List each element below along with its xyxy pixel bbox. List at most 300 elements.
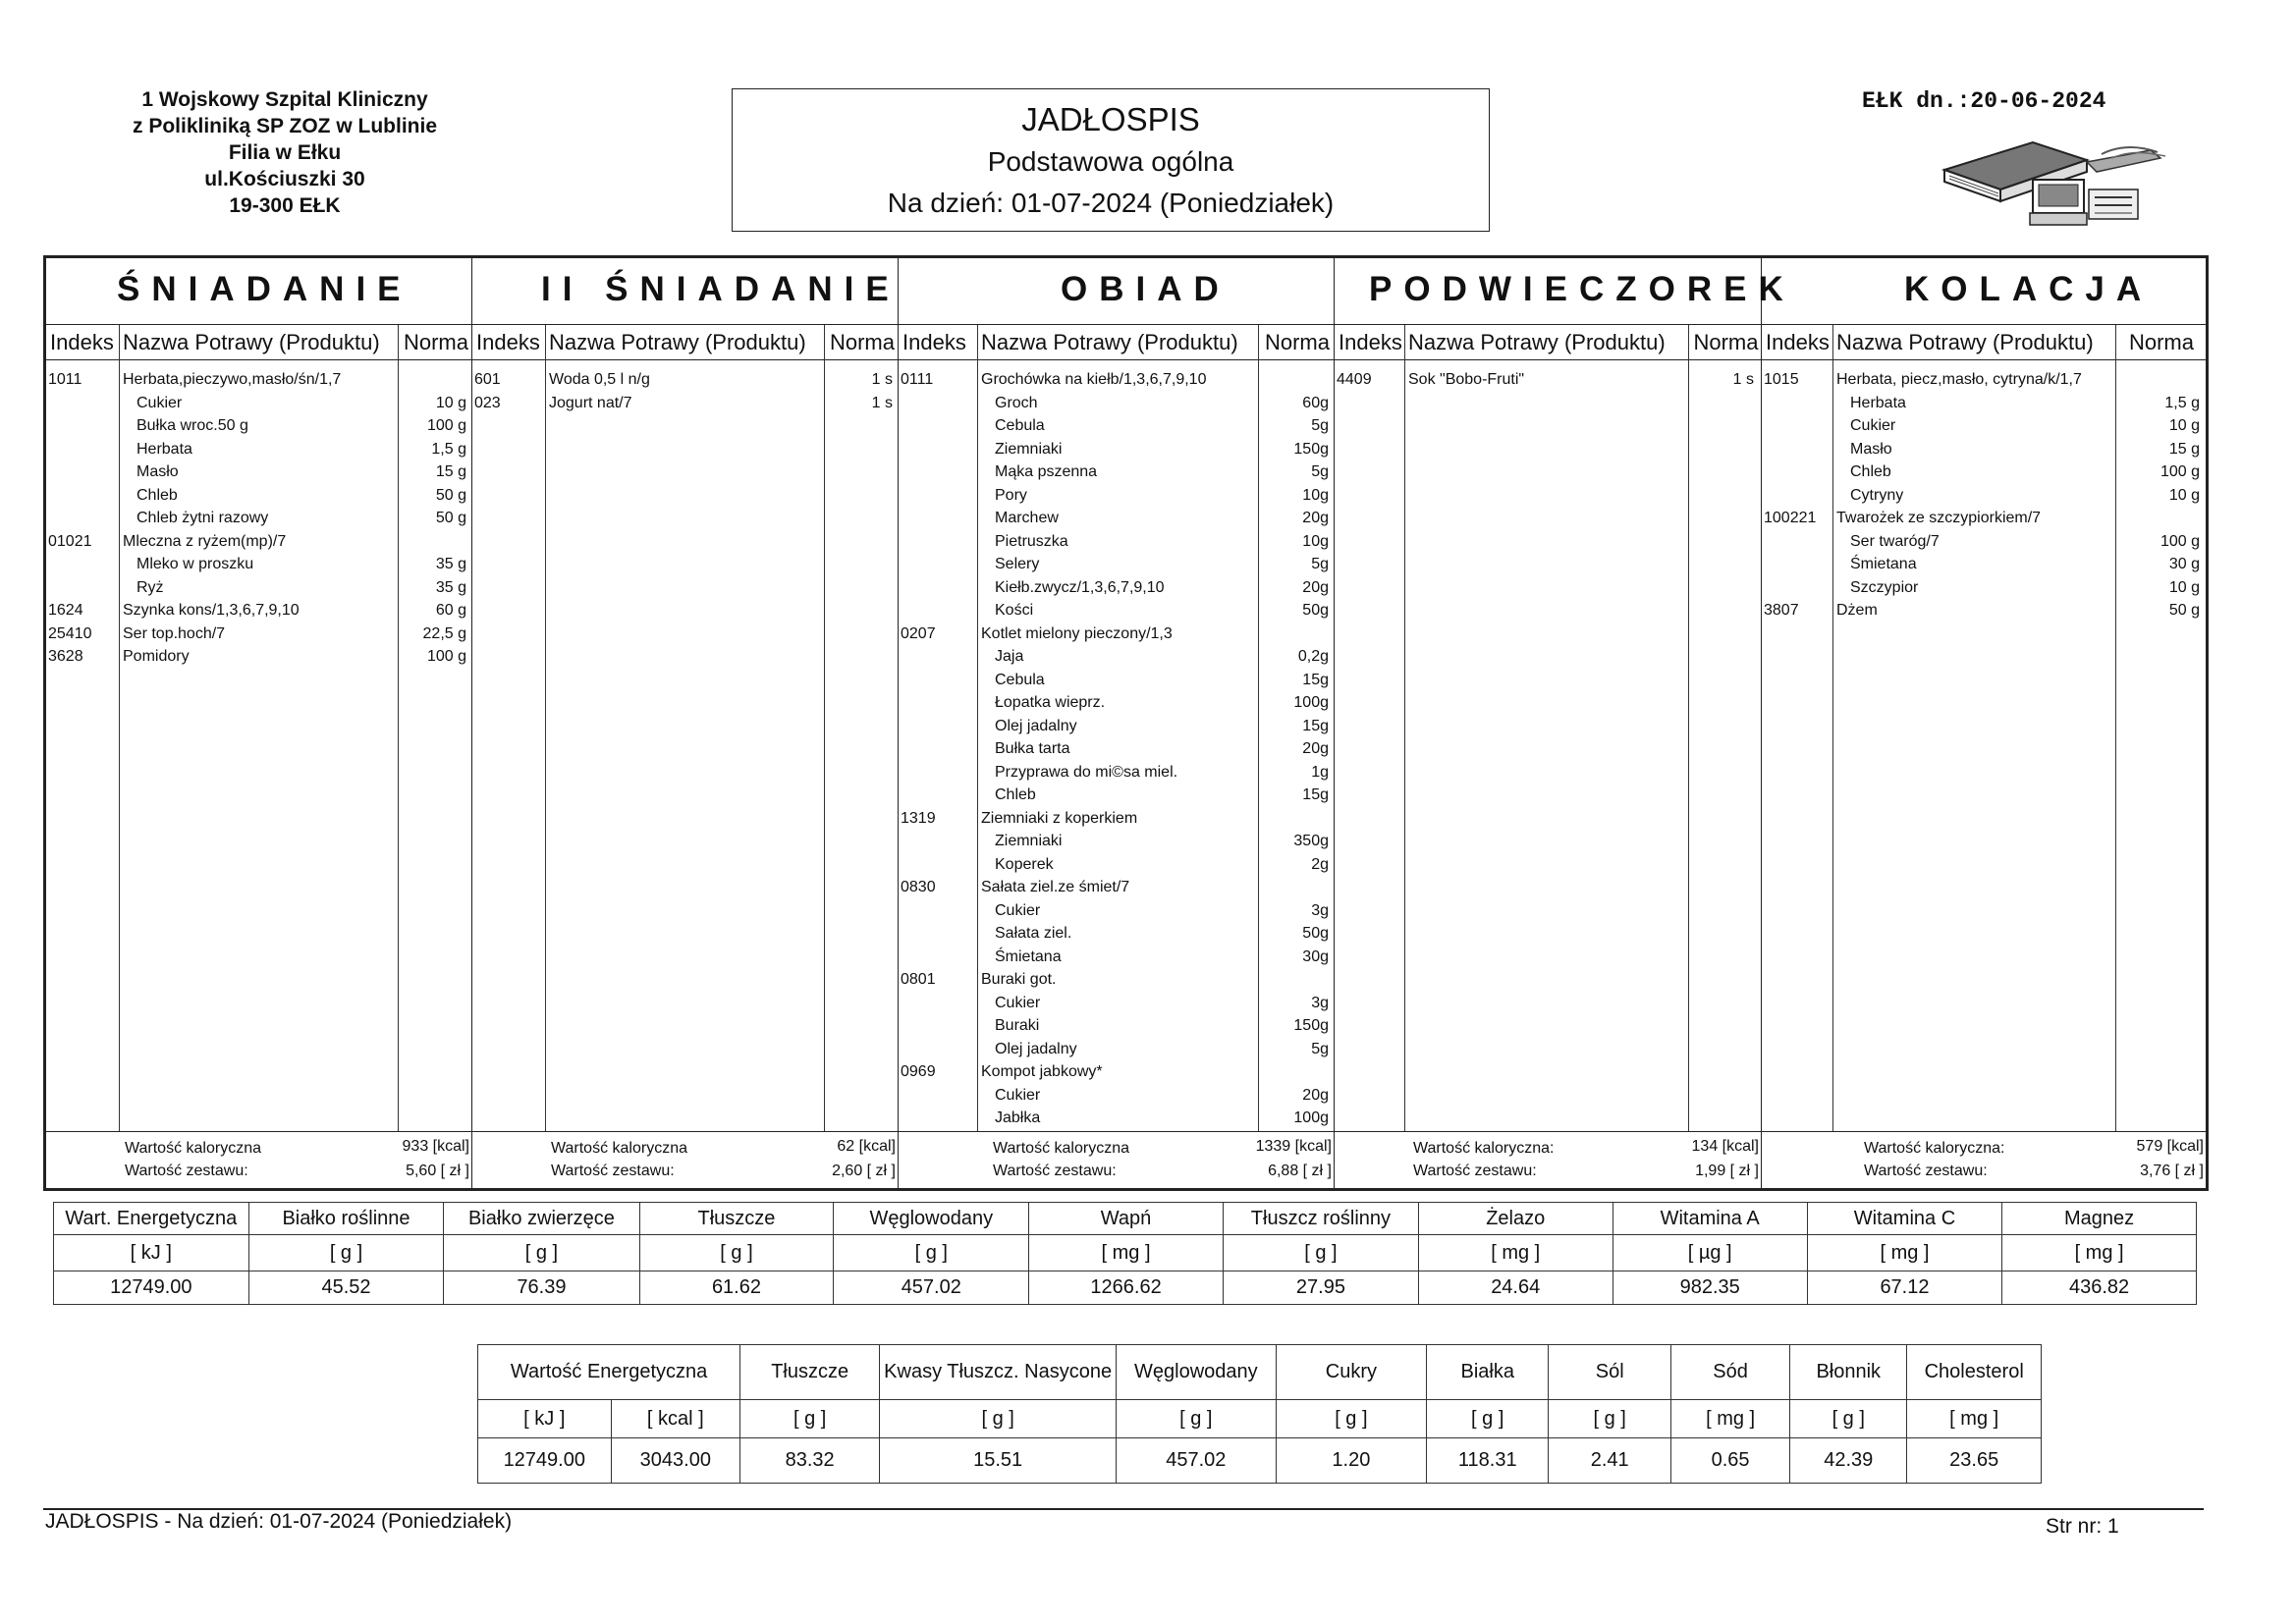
item-index: 1319 xyxy=(901,809,936,827)
item-norm: 100 g xyxy=(2159,532,2200,550)
item-norm: 10g xyxy=(1302,532,1329,550)
calorific-value: 62 [kcal] xyxy=(837,1138,896,1155)
item-index: 0969 xyxy=(901,1063,936,1080)
menu-row xyxy=(1762,530,2206,554)
item-name: Sałata ziel.ze śmiet/7 xyxy=(981,879,1130,895)
nutrient-unit: [ µg ] xyxy=(1613,1235,1807,1271)
item-norm: 15g xyxy=(1302,671,1329,688)
item-norm: 0,2g xyxy=(1297,648,1329,665)
nutrient-header: Witamina C xyxy=(1807,1203,2001,1235)
summary-divider xyxy=(1762,1131,2206,1132)
item-norm: 60 g xyxy=(435,602,466,619)
item-index: 601 xyxy=(474,371,501,388)
item-name: Śmietana xyxy=(1850,556,1917,572)
calorific-value: 1339 [kcal] xyxy=(1255,1138,1332,1155)
item-norm: 1 s xyxy=(1732,371,1754,388)
calorific-label: Wartość kaloryczna: xyxy=(1864,1140,2005,1157)
header-divider xyxy=(899,359,1334,360)
menu-row xyxy=(899,484,1334,508)
col-header-norm: Norma xyxy=(1692,325,1760,360)
nutrient-unit: [ g ] xyxy=(639,1235,834,1271)
menu-row xyxy=(46,553,471,576)
calorific-value: 579 [kcal] xyxy=(2136,1138,2204,1155)
nutrient-value: 24.64 xyxy=(1418,1271,1613,1305)
nutrient-unit: [ mg ] xyxy=(1671,1400,1790,1438)
nutrient-unit: [ mg ] xyxy=(2002,1235,2197,1271)
menu-row xyxy=(899,830,1334,853)
menu-row xyxy=(1762,438,2206,461)
menu-row xyxy=(46,460,471,484)
menu-row xyxy=(899,691,1334,715)
menu-row xyxy=(899,968,1334,992)
item-name: Selery xyxy=(995,556,1040,572)
col-header-norm: Norma xyxy=(1262,325,1333,360)
item-index: 0207 xyxy=(901,624,936,642)
menu-row xyxy=(1762,392,2206,415)
col-header-index: Indeks xyxy=(1766,325,1831,360)
item-name: Jabłka xyxy=(995,1109,1041,1126)
nutrient-value: 27.95 xyxy=(1223,1271,1418,1305)
menu-row xyxy=(46,484,471,508)
nutrient-value: 3043.00 xyxy=(611,1438,740,1484)
col-header-index: Indeks xyxy=(50,325,117,360)
nutrient-value: 457.02 xyxy=(834,1271,1029,1305)
item-name: Pomidory xyxy=(123,648,190,665)
menu-row xyxy=(46,368,471,392)
menu-row xyxy=(46,438,471,461)
item-name: Pietruszka xyxy=(995,532,1068,550)
header-divider xyxy=(472,359,898,360)
menu-row xyxy=(46,622,471,646)
menu-row xyxy=(899,460,1334,484)
item-name: Jogurt nat/7 xyxy=(549,394,632,411)
hospital-line: z Polikliniką SP ZOZ w Lublinie xyxy=(133,115,437,137)
item-name: Szynka kons/1,3,6,7,9,10 xyxy=(123,602,300,619)
nutrient-header: Białko zwierzęce xyxy=(444,1203,639,1235)
col-header-name: Nazwa Potrawy (Produktu) xyxy=(1408,325,1686,360)
menu-row xyxy=(899,761,1334,784)
item-index: 0830 xyxy=(901,879,936,895)
menu-row xyxy=(899,876,1334,899)
nutrient-value: 61.62 xyxy=(639,1271,834,1305)
item-norm: 5g xyxy=(1311,463,1329,480)
nutrient-unit: [ kcal ] xyxy=(611,1400,740,1438)
menu-row xyxy=(1762,599,2206,622)
item-name: Chleb xyxy=(995,786,1036,803)
menu-row xyxy=(472,368,898,392)
nutrient-unit: [ kJ ] xyxy=(478,1400,612,1438)
item-name: Szczypior xyxy=(1850,578,1919,596)
col-header-name: Nazwa Potrawy (Produktu) xyxy=(981,325,1256,360)
menu-row xyxy=(899,553,1334,576)
item-norm: 1,5 g xyxy=(2164,394,2200,411)
item-norm: 100g xyxy=(1293,694,1329,711)
nutrient-unit: [ g ] xyxy=(1117,1400,1277,1438)
nutrient-unit: [ mg ] xyxy=(1029,1235,1224,1271)
item-norm: 100 g xyxy=(426,417,466,434)
item-name: Chleb xyxy=(137,486,178,504)
menu-row xyxy=(1762,460,2206,484)
menu-row xyxy=(899,737,1334,761)
item-norm: 5g xyxy=(1311,556,1329,572)
item-norm: 20g xyxy=(1302,578,1329,596)
item-norm: 150g xyxy=(1293,1017,1329,1034)
nutrient-unit: [ mg ] xyxy=(1907,1400,2042,1438)
set-value-label: Wartość zestawu: xyxy=(551,1163,675,1179)
hospital-line: 1 Wojskowy Szpital Kliniczny xyxy=(141,88,428,111)
item-name: Bułka tarta xyxy=(995,740,1070,757)
column-divider xyxy=(1688,325,1689,1131)
item-name: Jaja xyxy=(995,648,1024,665)
calorific-value: 134 [kcal] xyxy=(1691,1138,1759,1155)
set-value-value: 5,60 [ zł ] xyxy=(406,1163,469,1179)
item-norm: 35 g xyxy=(435,578,466,596)
set-value-value: 6,88 [ zł ] xyxy=(1268,1163,1332,1179)
item-norm: 10 g xyxy=(2168,486,2200,504)
calorific-value: 933 [kcal] xyxy=(402,1138,469,1155)
hospital-address xyxy=(98,86,471,219)
set-value-label: Wartość zestawu: xyxy=(1413,1163,1537,1179)
menu-row xyxy=(899,576,1334,600)
item-norm: 30g xyxy=(1302,947,1329,965)
nutrient-value: 67.12 xyxy=(1807,1271,2001,1305)
nutrient-header: Węglowodany xyxy=(834,1203,1029,1235)
item-name: Herbata xyxy=(1850,394,1906,411)
item-norm: 5g xyxy=(1311,1040,1329,1057)
nutrient-header: Tłuszcze xyxy=(639,1203,834,1235)
nutrient-value: 0.65 xyxy=(1671,1438,1790,1484)
meal-column xyxy=(472,258,899,1188)
menu-row xyxy=(1762,507,2206,530)
nutrient-value: 982.35 xyxy=(1613,1271,1807,1305)
item-name: Sok "Bobo-Fruti" xyxy=(1408,371,1525,388)
column-divider xyxy=(1404,325,1405,1131)
item-norm: 60g xyxy=(1302,394,1329,411)
item-norm: 10 g xyxy=(435,394,466,411)
item-name: Herbata, piecz,masło, cytryna/k/1,7 xyxy=(1836,371,2082,388)
meal-title: II ŚNIADANIE xyxy=(472,258,898,325)
item-index: 1624 xyxy=(48,602,83,619)
menu-row xyxy=(1762,553,2206,576)
set-value-value: 1,99 [ zł ] xyxy=(1695,1163,1759,1179)
item-norm: 35 g xyxy=(435,556,466,572)
nutrient-header: Magnez xyxy=(2002,1203,2197,1235)
item-name: Buraki got. xyxy=(981,971,1057,988)
item-norm: 50g xyxy=(1302,925,1329,942)
meal-title: OBIAD xyxy=(899,258,1334,325)
header-divider xyxy=(1335,359,1761,360)
menu-row xyxy=(899,853,1334,877)
nutrient-value: 12749.00 xyxy=(478,1438,612,1484)
item-name: Śmietana xyxy=(995,947,1062,965)
item-norm: 20g xyxy=(1302,510,1329,526)
item-name: Kotlet mielony pieczony/1,3 xyxy=(981,624,1173,642)
place-date: EŁK dn.:20-06-2024 xyxy=(1862,88,2106,114)
nutrient-header: Wartość Energetyczna xyxy=(478,1345,740,1400)
item-name: Cukier xyxy=(1850,417,1896,434)
nutrient-value: 436.82 xyxy=(2002,1271,2197,1305)
col-header-name: Nazwa Potrawy (Produktu) xyxy=(549,325,822,360)
menu-row xyxy=(899,507,1334,530)
item-norm: 1 s xyxy=(871,371,893,388)
item-name: Przyprawa do mi©sa miel. xyxy=(995,763,1178,781)
nutrient-unit: [ g ] xyxy=(1223,1235,1418,1271)
item-index: 0111 xyxy=(901,371,934,388)
item-name: Herbata xyxy=(137,440,192,458)
item-index: 4409 xyxy=(1337,371,1372,388)
menu-row xyxy=(899,645,1334,669)
menu-row xyxy=(899,438,1334,461)
item-name: Dżem xyxy=(1836,602,1878,619)
item-index: 3628 xyxy=(48,648,83,665)
calorific-label: Wartość kaloryczna: xyxy=(1413,1140,1555,1157)
item-norm: 20g xyxy=(1302,740,1329,757)
item-name: Kości xyxy=(995,602,1034,619)
summary-divider xyxy=(472,1131,898,1132)
item-name: Buraki xyxy=(995,1017,1040,1034)
item-norm: 1,5 g xyxy=(431,440,466,458)
item-norm: 100 g xyxy=(426,648,466,665)
menu-row xyxy=(899,1014,1334,1038)
item-name: Ser top.hoch/7 xyxy=(123,624,226,642)
col-header-norm: Norma xyxy=(402,325,470,360)
item-name: Grochówka na kiełb/1,3,6,7,9,10 xyxy=(981,371,1207,388)
hospital-line: 19-300 EŁK xyxy=(229,194,341,217)
nutrient-value: 12749.00 xyxy=(54,1271,249,1305)
item-name: Mleczna z ryżem(mp)/7 xyxy=(123,532,287,550)
item-norm: 50 g xyxy=(435,510,466,526)
menu-row xyxy=(1762,414,2206,438)
item-norm: 30 g xyxy=(2168,556,2200,572)
page-title: JADŁOSPIS xyxy=(1021,101,1200,137)
menu-row xyxy=(899,669,1334,692)
nutrient-unit: [ kJ ] xyxy=(54,1235,249,1271)
item-name: Bułka wroc.50 g xyxy=(137,417,248,434)
nutrient-header: Tłuszcz roślinny xyxy=(1223,1203,1418,1235)
menu-row xyxy=(46,392,471,415)
nutrition-values-table xyxy=(477,1344,2042,1484)
item-norm: 2g xyxy=(1311,855,1329,873)
set-value-label: Wartość zestawu: xyxy=(125,1163,248,1179)
meal-column xyxy=(899,258,1335,1188)
title-box xyxy=(732,88,1490,232)
item-name: Pory xyxy=(995,486,1027,504)
nutrient-unit: [ g ] xyxy=(1427,1400,1549,1438)
nutrient-value: 23.65 xyxy=(1907,1438,2042,1484)
item-name: Cukier xyxy=(995,1086,1041,1104)
menu-row xyxy=(46,414,471,438)
header-divider xyxy=(1762,359,2206,360)
calorific-label: Wartość kaloryczna xyxy=(993,1140,1129,1157)
item-norm: 15 g xyxy=(435,463,466,480)
nutrient-value: 15.51 xyxy=(880,1438,1117,1484)
item-name: Ziemniaki xyxy=(995,833,1063,849)
meal-column xyxy=(46,258,472,1188)
summary-divider xyxy=(1335,1131,1761,1132)
hospital-line: ul.Kościuszki 30 xyxy=(204,168,365,190)
nutrient-unit: [ g ] xyxy=(1790,1400,1907,1438)
item-name: Ziemniaki z koperkiem xyxy=(981,809,1138,827)
menu-row xyxy=(1762,576,2206,600)
col-header-norm: Norma xyxy=(828,325,897,360)
item-norm: 5g xyxy=(1311,417,1329,434)
item-index: 1011 xyxy=(48,371,82,388)
nutrient-unit: [ g ] xyxy=(834,1235,1029,1271)
menu-row xyxy=(899,946,1334,969)
item-norm: 10 g xyxy=(2168,417,2200,434)
meal-plan-table xyxy=(43,255,2209,1191)
menu-row xyxy=(1762,368,2206,392)
menu-row xyxy=(899,414,1334,438)
col-header-index: Indeks xyxy=(902,325,975,360)
item-name: Olej jadalny xyxy=(995,717,1077,734)
item-norm: 20g xyxy=(1302,1086,1329,1104)
item-name: Kompot jabkowy* xyxy=(981,1063,1103,1080)
nutrient-unit: [ g ] xyxy=(248,1235,444,1271)
item-index: 023 xyxy=(474,394,501,411)
menu-row xyxy=(899,599,1334,622)
nutrient-header: Żelazo xyxy=(1418,1203,1613,1235)
nutrient-header: Białka xyxy=(1427,1345,1549,1400)
item-name: Cukier xyxy=(995,901,1041,919)
nutrient-unit: [ g ] xyxy=(444,1235,639,1271)
menu-row xyxy=(46,645,471,669)
item-name: Groch xyxy=(995,394,1038,411)
nutrient-header: Białko roślinne xyxy=(248,1203,444,1235)
book-computer-clipart-icon xyxy=(1940,133,2175,231)
menu-row xyxy=(46,530,471,554)
item-name: Cebula xyxy=(995,671,1045,688)
menu-date: Na dzień: 01-07-2024 (Poniedziałek) xyxy=(887,188,1335,218)
calorific-label: Wartość kaloryczna xyxy=(125,1140,261,1157)
item-norm: 3g xyxy=(1311,901,1329,919)
menu-row xyxy=(899,715,1334,738)
nutrient-value: 76.39 xyxy=(444,1271,639,1305)
menu-row xyxy=(899,1038,1334,1061)
menu-row xyxy=(46,599,471,622)
item-name: Łopatka wieprz. xyxy=(995,694,1106,711)
menu-row xyxy=(899,922,1334,946)
set-value-label: Wartość zestawu: xyxy=(993,1163,1117,1179)
nutrient-header: Sód xyxy=(1671,1345,1790,1400)
menu-row xyxy=(1335,368,1761,392)
item-norm: 10 g xyxy=(2168,578,2200,596)
nutrient-value: 118.31 xyxy=(1427,1438,1549,1484)
nutrient-header: Węglowodany xyxy=(1117,1345,1277,1400)
item-norm: 350g xyxy=(1293,833,1329,849)
menu-row xyxy=(899,807,1334,831)
item-name: Cukier xyxy=(137,394,183,411)
item-name: Woda 0,5 l n/g xyxy=(549,371,650,388)
item-index: 3807 xyxy=(1764,602,1799,619)
set-value-value: 3,76 [ zł ] xyxy=(2140,1163,2204,1179)
item-name: Chleb żytni razowy xyxy=(137,510,269,526)
item-norm: 1g xyxy=(1311,763,1329,781)
item-index: 0801 xyxy=(901,971,936,988)
item-index: 100221 xyxy=(1764,510,1817,526)
nutrient-value: 1.20 xyxy=(1276,1438,1427,1484)
item-name: Olej jadalny xyxy=(995,1040,1077,1057)
item-norm: 10g xyxy=(1302,486,1329,504)
nutrient-header: Sól xyxy=(1549,1345,1671,1400)
item-name: Mąka pszenna xyxy=(995,463,1098,480)
item-norm: 100g xyxy=(1293,1109,1329,1126)
header-divider xyxy=(46,359,471,360)
meal-column xyxy=(1762,258,2206,1188)
page-number: Str nr: 1 xyxy=(2046,1515,2119,1538)
item-norm: 100 g xyxy=(2159,463,2200,480)
item-norm: 15g xyxy=(1302,786,1329,803)
nutrient-header: Witamina A xyxy=(1613,1203,1807,1235)
menu-row xyxy=(46,576,471,600)
menu-row xyxy=(899,1107,1334,1130)
item-name: Twarożek ze szczypiorkiem/7 xyxy=(1836,510,2042,526)
menu-row xyxy=(899,622,1334,646)
column-divider xyxy=(824,325,825,1131)
col-header-index: Indeks xyxy=(1339,325,1402,360)
col-header-index: Indeks xyxy=(476,325,543,360)
col-header-name: Nazwa Potrawy (Produktu) xyxy=(123,325,396,360)
item-name: Kiełb.zwycz/1,3,6,7,9,10 xyxy=(995,578,1165,596)
summary-divider xyxy=(899,1131,1334,1132)
hospital-line: Filia w Ełku xyxy=(228,141,342,164)
menu-row xyxy=(472,392,898,415)
set-value-label: Wartość zestawu: xyxy=(1864,1163,1988,1179)
nutrient-header: Błonnik xyxy=(1790,1345,1907,1400)
nutrient-header: Tłuszcze xyxy=(740,1345,880,1400)
nutrient-value: 2.41 xyxy=(1549,1438,1671,1484)
menu-row xyxy=(899,392,1334,415)
meal-title: ŚNIADANIE xyxy=(46,258,471,325)
item-norm: 50 g xyxy=(2168,602,2200,619)
item-name: Sałata ziel. xyxy=(995,925,1072,942)
item-norm: 3g xyxy=(1311,994,1329,1011)
nutrient-unit: [ g ] xyxy=(880,1400,1117,1438)
item-norm: 50 g xyxy=(435,486,466,504)
column-divider xyxy=(545,325,546,1131)
item-norm: 15 g xyxy=(2168,440,2200,458)
meal-title: PODWIECZOREK xyxy=(1335,258,1761,325)
menu-row xyxy=(899,368,1334,392)
item-name: Koperek xyxy=(995,855,1054,873)
nutrient-value: 457.02 xyxy=(1117,1438,1277,1484)
nutrient-unit: [ mg ] xyxy=(1807,1235,2001,1271)
menu-row xyxy=(899,899,1334,923)
nutrient-header: Cukry xyxy=(1276,1345,1427,1400)
item-name: Cebula xyxy=(995,417,1045,434)
item-name: Ser twaróg/7 xyxy=(1850,532,1940,550)
nutrient-value: 1266.62 xyxy=(1029,1271,1224,1305)
item-name: Cytryny xyxy=(1850,486,1904,504)
item-name: Ziemniaki xyxy=(995,440,1063,458)
menu-row xyxy=(899,1084,1334,1108)
item-norm: 150g xyxy=(1293,440,1329,458)
menu-row xyxy=(899,784,1334,807)
nutrient-value: 83.32 xyxy=(740,1438,880,1484)
item-index: 01021 xyxy=(48,532,92,550)
item-norm: 50g xyxy=(1302,602,1329,619)
menu-row xyxy=(899,530,1334,554)
nutrient-header: Cholesterol xyxy=(1907,1345,2042,1400)
item-index: 25410 xyxy=(48,624,92,642)
menu-row xyxy=(899,992,1334,1015)
meal-title: KOLACJA xyxy=(1762,258,2206,325)
item-name: Ryż xyxy=(137,578,164,596)
item-index: 1015 xyxy=(1764,371,1799,388)
item-name: Mleko w proszku xyxy=(137,556,254,572)
nutrition-summary-table xyxy=(53,1202,2197,1305)
nutrient-unit: [ g ] xyxy=(740,1400,880,1438)
